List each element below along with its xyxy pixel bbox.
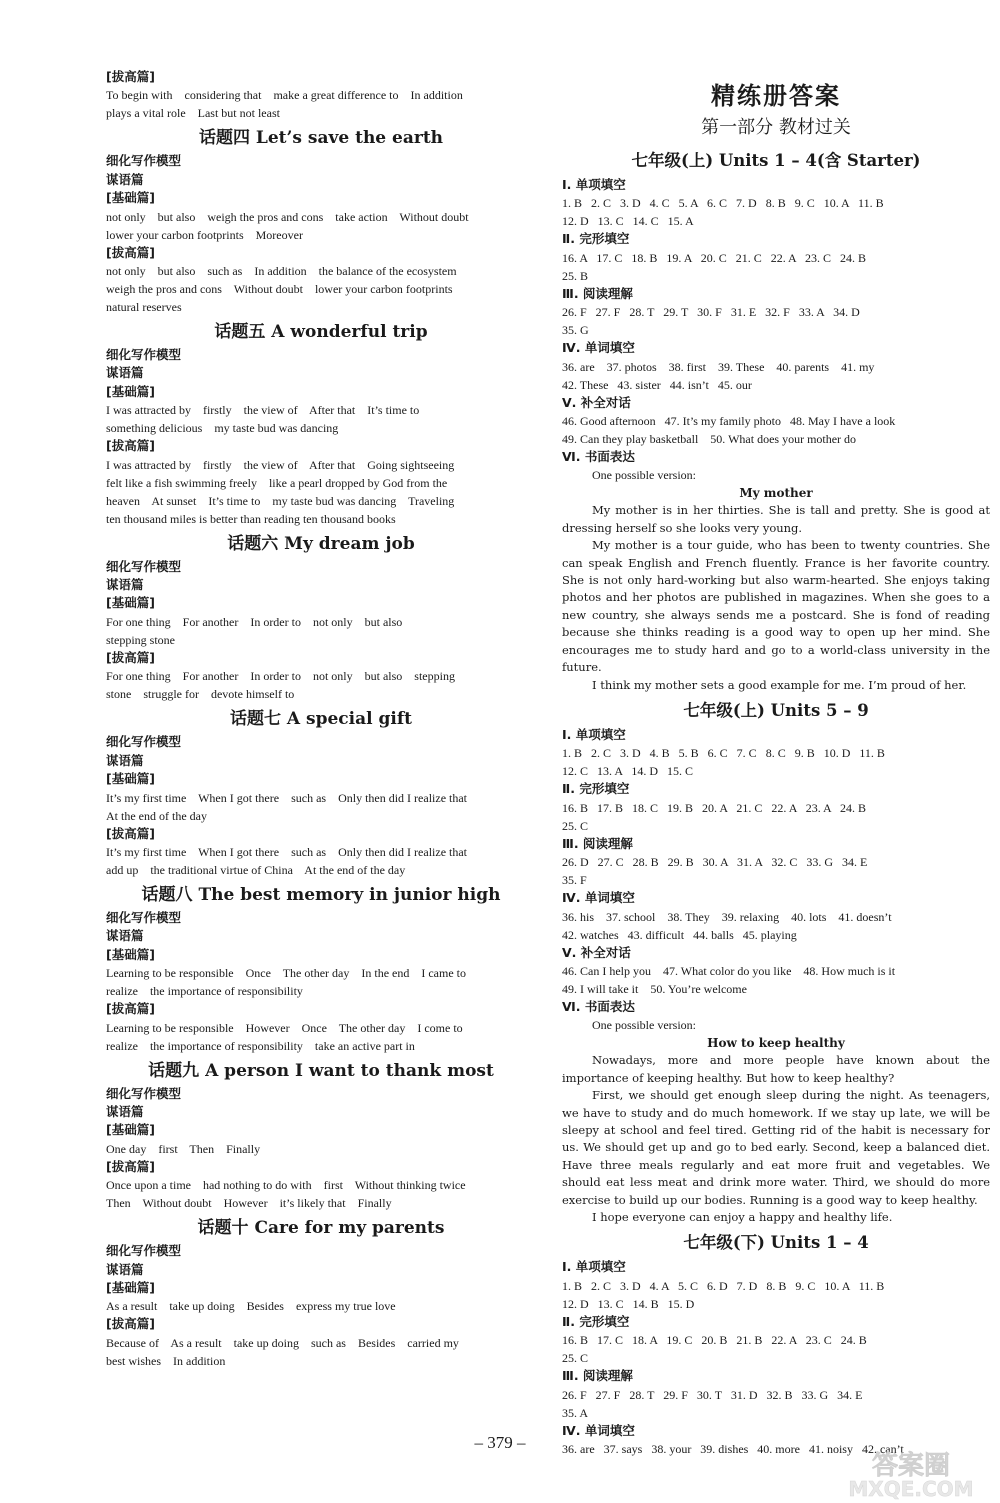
- left-answer-line: plays a vital role Last but not least: [106, 106, 280, 121]
- left-answer-line: natural reserves: [106, 300, 182, 315]
- left-section-label: [拔高篇]: [106, 1158, 155, 1174]
- left-answer-line: I was attracted by firstly the view of After that It’s time to: [106, 403, 420, 418]
- left-answer-line: It’s my first time When I got there such as Only then did I realize that: [106, 844, 468, 859]
- left-answer-line: not only but also weigh the pros and cons take action Without doubt: [106, 209, 469, 224]
- right-section-label: Ⅳ. 单词填空: [562, 1422, 635, 1438]
- left-section-label: [拔高篇]: [106, 1316, 155, 1332]
- right-answer-line: One possible version:: [592, 468, 696, 483]
- left-answer-line: Then Without doubt However it’s likely that Finally: [106, 1196, 392, 1211]
- right-essay-paragraph: Nowadays, more and more people have known about the importance of keeping healthy. But how to keep healthy?: [562, 1053, 990, 1085]
- left-section-label: 细化写作模型: [106, 1243, 182, 1259]
- left-answer-line: realize the importance of responsibility take an active part in: [106, 1038, 415, 1053]
- left-answer-line: One day first Then Finally: [106, 1141, 261, 1156]
- left-section-label: 谋语篇: [106, 365, 144, 381]
- right-unit-heading: 七年级(上) Units 5 – 9: [683, 700, 869, 720]
- right-answer-line: 36. his 37. school 38. They 39. relaxing 40. lots 41. doesn’t: [562, 909, 892, 924]
- right-answer-line: 1. B 2. C 3. D 4. B 5. B 6. C 7. C 8. C 9. B 10. D 11. B: [562, 746, 885, 761]
- right-unit-heading: 七年级(下) Units 1 – 4: [683, 1233, 869, 1253]
- right-answer-line: 36. are 37. says 38. your 39. dishes 40. more 41. noisy 42. can’t: [562, 1442, 904, 1457]
- left-section-label: [基础篇]: [106, 595, 155, 611]
- right-section-label: Ⅳ. 单词填空: [562, 340, 635, 356]
- right-column: [562, 68, 990, 1458]
- right-essay-title: How to keep healthy: [707, 1036, 845, 1051]
- right-section-label: Ⅲ. 阅读理解: [562, 1368, 633, 1384]
- right-answer-line: 46. Can I help you 47. What color do you like 48. How much is it: [562, 963, 896, 978]
- right-essay-paragraph: I hope everyone can enjoy a happy and healthy life.: [592, 1210, 893, 1224]
- left-section-label: [基础篇]: [106, 771, 155, 787]
- left-topic-heading: 话题七 A special gift: [229, 709, 412, 730]
- left-answer-line: Learning to be responsible Once The other day In the end I came to: [106, 966, 466, 981]
- right-answer-line: 35. F: [562, 873, 587, 888]
- left-section-label: 细化写作模型: [106, 558, 182, 574]
- left-answer-line: felt like a fish swimming freely like a pearl dropped by God from the: [106, 475, 448, 490]
- left-section-label: [基础篇]: [106, 383, 155, 399]
- left-topic-heading: 话题十 Care for my parents: [197, 1218, 445, 1239]
- left-section-label: [拔高篇]: [106, 1001, 155, 1017]
- right-answer-line: 42. These 43. sister 44. isn’t 45. our: [562, 377, 752, 392]
- right-answer-line: 49. Can they play basketball 50. What does your mother do: [562, 432, 857, 447]
- right-section-label: Ⅴ. 补全对话: [562, 944, 631, 960]
- left-topic-heading: 话题五 A wonderful trip: [214, 322, 428, 343]
- right-section-label: Ⅰ. 单项填空: [562, 726, 626, 742]
- right-answer-line: 26. F 27. F 28. T 29. T 30. F 31. E 32. F 33. A 34. D: [562, 305, 860, 320]
- left-answer-line: something delicious my taste bud was dancing: [106, 421, 339, 436]
- right-section-label: Ⅳ. 单词填空: [562, 890, 635, 906]
- page-number: – 379 –: [474, 1433, 526, 1452]
- left-section-label: 谋语篇: [106, 1261, 144, 1277]
- right-section-label: Ⅵ. 书面表达: [562, 998, 635, 1014]
- left-answer-line: Learning to be responsible However Once The other day I come to: [106, 1020, 463, 1035]
- right-answer-line: 16. B 17. B 18. C 19. B 20. A 21. C 22. A 23. A 24. B: [562, 800, 867, 815]
- left-answer-line: Because of As a result take up doing such as Besides carried my: [106, 1335, 459, 1350]
- watermark-main-text: 答案圈: [871, 1451, 951, 1481]
- right-section-label: Ⅱ. 完形填空: [562, 781, 630, 797]
- right-answer-line: 25. C: [562, 1351, 589, 1366]
- right-answer-line: 1. B 2. C 3. D 4. C 5. A 6. C 7. D 8. B 9. C 10. A 11. B: [562, 196, 884, 211]
- watermark-logo: [826, 1448, 996, 1500]
- right-answer-line: 26. F 27. F 28. T 29. F 30. T 31. D 32. B 33. G 34. E: [562, 1387, 863, 1402]
- left-section-label: [基础篇]: [106, 946, 155, 962]
- left-section-label: 谋语篇: [106, 577, 144, 593]
- left-answer-line: I was attracted by firstly the view of After that Going sightseeing: [106, 457, 455, 472]
- right-essay-paragraph: My mother is a tour guide, who has been to twenty countries. She can speak English and French fluently. France is her favorite country. She is not only hard-working but also warm-hearted. She enjoys taking photos and her photos are published in magazines. When she goes to a new country, she always sends me a postcard. She is fond of reading because she thinks reading is a good way to open up her mind. She encourages me to study hard and go to a world-class university in the future.: [562, 538, 990, 675]
- right-answer-line: One possible version:: [592, 1018, 696, 1033]
- left-answer-line: For one thing For another In order to not only but also: [106, 614, 403, 629]
- watermark-url-text: MXQE.COM: [848, 1477, 974, 1500]
- left-answer-line: realize the importance of responsibility: [106, 984, 303, 999]
- left-section-label: 细化写作模型: [106, 1085, 182, 1101]
- left-section-label: [拔高篇]: [106, 649, 155, 665]
- right-answer-line: 25. C: [562, 818, 589, 833]
- left-answer-line: add up the traditional virtue of China At the end of the day: [106, 862, 406, 877]
- right-answer-line: 46. Good afternoon 47. It’s my family photo 48. May I have a look: [562, 414, 896, 429]
- left-answer-line: It’s my first time When I got there such as Only then did I realize that: [106, 790, 468, 805]
- right-answer-line: 26. D 27. C 28. B 29. B 30. A 31. A 32. C 33. G 34. E: [562, 855, 868, 870]
- right-essay-paragraph: My mother is in her thirties. She is tall and pretty. She is good at dressing herself so she looks very young.: [562, 503, 990, 535]
- left-section-label: [拔高篇]: [106, 69, 155, 84]
- left-answer-line: For one thing For another In order to not only but also stepping: [106, 669, 455, 684]
- left-section-label: 细化写作模型: [106, 909, 182, 925]
- left-answer-line: ten thousand miles is better than reading ten thousand books: [106, 511, 396, 526]
- right-essay-paragraph: I think my mother sets a good example for me. I’m proud of her.: [592, 677, 967, 692]
- left-section-label: 细化写作模型: [106, 153, 182, 169]
- left-topic-heading: 话题六 My dream job: [227, 533, 415, 554]
- left-column: [106, 68, 536, 1370]
- right-part-title: 第一部分 教材过关: [701, 117, 851, 138]
- right-answer-line: 25. B: [562, 268, 589, 283]
- right-section-label: Ⅱ. 完形填空: [562, 1313, 630, 1329]
- left-answer-line: weigh the pros and cons Without doubt lower your carbon footprints: [106, 282, 453, 297]
- right-answer-line: 12. D 13. C 14. B 15. D: [562, 1296, 695, 1311]
- right-answer-line: 35. G: [562, 323, 589, 338]
- left-topic-heading: 话题九 A person I want to thank most: [148, 1060, 494, 1081]
- left-section-label: [基础篇]: [106, 1122, 155, 1138]
- left-answer-line: To begin with considering that make a great difference to In addition: [106, 88, 463, 103]
- right-answer-line: 1. B 2. C 3. D 4. A 5. C 6. D 7. D 8. B 9. C 10. A 11. B: [562, 1278, 885, 1293]
- right-section-label: Ⅴ. 补全对话: [562, 394, 631, 410]
- left-answer-line: stone struggle for devote himself to: [106, 687, 295, 702]
- left-section-label: [基础篇]: [106, 1279, 155, 1295]
- right-section-label: Ⅰ. 单项填空: [562, 177, 626, 192]
- right-section-label: Ⅲ. 阅读理解: [562, 835, 633, 851]
- left-answer-line: not only but also such as In addition the balance of the ecosystem: [106, 264, 457, 279]
- right-answers-main-title: 精练册答案: [711, 82, 841, 110]
- right-answer-line: 35. A: [562, 1405, 589, 1420]
- left-answer-line: best wishes In addition: [106, 1353, 226, 1368]
- left-answer-line: stepping stone: [106, 632, 175, 647]
- right-essay-paragraph: First, we should get enough sleep during the night. As teenagers, we have to study and do much homework. If we stay up late, we will be sleepy at school and feel tired. Getting rid of the habit is necessary for us. We should get up and go to bed early. Second, keep a balanced diet. Have three meals regularly and eat more fruit and vegetables. We should eat less meat and drink more water. Third, we should do more exercise to build up our bodies. Running is a good way to keep healthy.: [562, 1088, 990, 1207]
- left-section-label: 谋语篇: [106, 171, 144, 187]
- right-section-label: Ⅵ. 书面表达: [562, 449, 635, 465]
- left-section-label: 谋语篇: [106, 1103, 144, 1119]
- left-section-label: [拔高篇]: [106, 825, 155, 841]
- left-section-label: 细化写作模型: [106, 347, 182, 363]
- right-section-label: Ⅲ. 阅读理解: [562, 285, 633, 301]
- right-answer-line: 36. are 37. photos 38. first 39. These 40. parents 41. my: [562, 359, 875, 374]
- left-answer-line: heaven At sunset It’s time to my taste bud was dancing Traveling: [106, 493, 455, 508]
- right-answer-line: 49. I will take it 50. You’re welcome: [562, 981, 747, 996]
- right-section-label: Ⅱ. 完形填空: [562, 231, 630, 247]
- left-section-label: 细化写作模型: [106, 734, 182, 750]
- right-section-label: Ⅰ. 单项填空: [562, 1259, 626, 1275]
- left-answer-line: lower your carbon footprints Moreover: [106, 227, 303, 242]
- right-essay-title: My mother: [739, 486, 813, 501]
- right-answer-line: 12. C 13. A 14. D 15. C: [562, 764, 694, 779]
- left-section-label: [基础篇]: [106, 190, 155, 206]
- left-topic-heading: 话题四 Let’s save the earth: [198, 128, 444, 149]
- right-answer-line: 16. B 17. C 18. A 19. C 20. B 21. B 22. A 23. C 24. B: [562, 1333, 867, 1348]
- left-answer-line: As a result take up doing Besides express my true love: [106, 1299, 396, 1314]
- right-answer-line: 42. watches 43. difficult 44. balls 45. playing: [562, 927, 797, 942]
- right-unit-heading: 七年级(上) Units 1 – 4(含 Starter): [631, 151, 921, 170]
- right-answer-line: 12. D 13. C 14. C 15. A: [562, 214, 694, 229]
- right-answer-line: 16. A 17. C 18. B 19. A 20. C 21. C 22. A 23. C 24. B: [562, 250, 867, 265]
- left-section-label: [拔高篇]: [106, 244, 155, 260]
- left-answer-line: At the end of the day: [106, 808, 207, 823]
- left-section-label: [拔高篇]: [106, 438, 155, 454]
- left-section-label: 谋语篇: [106, 928, 144, 944]
- left-section-label: 谋语篇: [106, 752, 144, 768]
- left-answer-line: Once upon a time had nothing to do with first Without thinking twice: [106, 1178, 466, 1193]
- left-topic-heading: 话题八 The best memory in junior high: [141, 884, 501, 905]
